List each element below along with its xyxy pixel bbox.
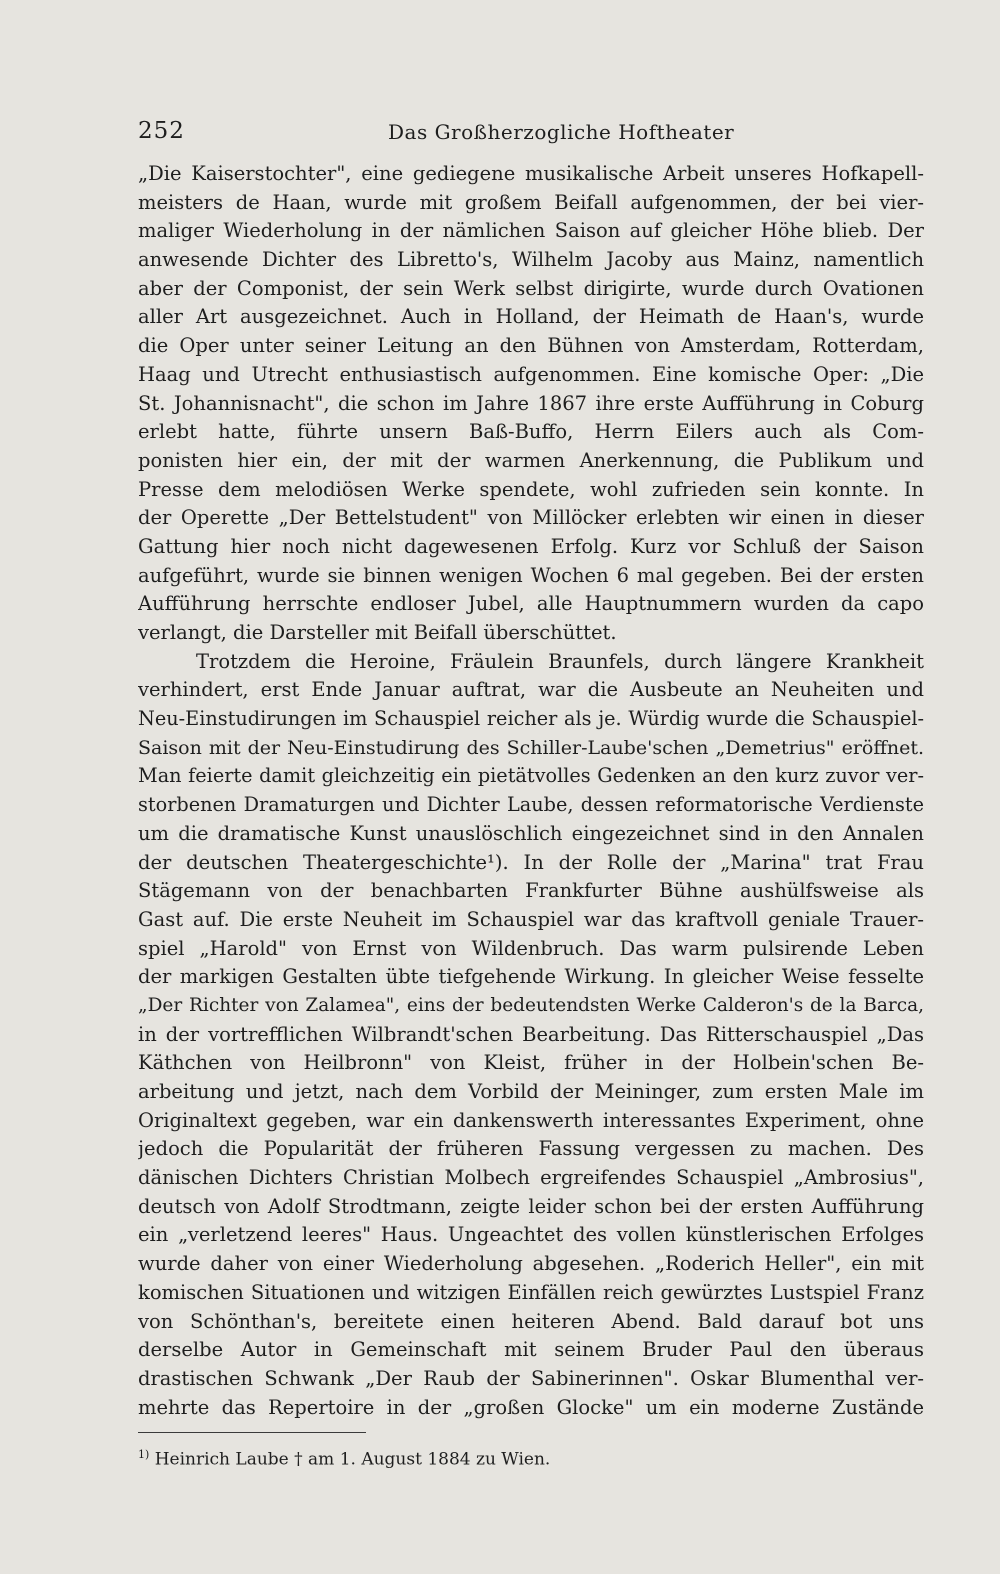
text-line: spiel „Harold" von Ernst von Wildenbruch. Das warm pulsirende Leben	[138, 936, 924, 960]
text-line: Gattung hier noch nicht dagewesenen Erfolg. Kurz vor Schluß der Saison	[138, 534, 924, 558]
text-line: um die dramatische Kunst unauslöschlich eingezeichnet sind in den Annalen	[138, 821, 924, 845]
text-line: ponisten hier ein, der mit der warmen Anerkennung, die Publikum und	[138, 448, 924, 472]
text-line: aller Art ausgezeichnet. Auch in Holland, der Heimath de Haan's, wurde	[138, 305, 924, 329]
page-number: 252	[138, 118, 185, 144]
text-line: „Die Kaiserstochter", eine gediegene musikalische Arbeit unseres Hofkapell-	[138, 162, 924, 185]
text-line: „Der Richter von Zalamea", eins der bedeutendsten Werke Calderon's de la Barca,	[138, 994, 924, 1016]
text-line: Man feierte damit gleichzeitig ein pietätvolles Gedenken an den kurz zuvor ver-	[138, 764, 924, 788]
text-line: deutsch von Adolf Strodtmann, zeigte leider schon bei der ersten Aufführung	[138, 1194, 924, 1218]
running-title: Das Großherzogliche Hoftheater	[388, 120, 735, 144]
text-line: erlebt hatte, führte unsern Baß-Buffo, Herrn Eilers auch als Com-	[138, 420, 924, 444]
text-line: aber der Componist, der sein Werk selbst dirigirte, wurde durch Ovationen	[138, 276, 924, 300]
footnote-text: Heinrich Laube † am 1. August 1884 zu Wien.	[154, 1449, 551, 1470]
text-line: Gast auf. Die erste Neuheit im Schauspiel war das kraftvoll geniale Trauer-	[138, 907, 924, 931]
body-text	[138, 160, 924, 1422]
text-line: storbenen Dramaturgen und Dichter Laube, dessen reformatorische Verdienste	[138, 793, 924, 817]
text-line: maliger Wiederholung in der nämlichen Saison auf gleicher Höhe blieb. Der	[138, 219, 924, 243]
text-line: Saison mit der Neu-Einstudirung des Schiller-Laube'schen „Demetrius" eröffnet.	[138, 736, 924, 759]
text-line: verlangt, die Darsteller mit Beifall überschüttet.	[138, 621, 617, 644]
text-line: in der vortrefflichen Wilbrandt'schen Bearbeitung. Das Ritterschauspiel „Das	[138, 1022, 924, 1046]
text-line: meisters de Haan, wurde mit großem Beifall aufgenommen, der bei vier-	[138, 190, 924, 214]
text-line: Aufführung herrschte endloser Jubel, alle Hauptnummern wurden da capo	[138, 592, 924, 616]
text-line: Presse dem melodiösen Werke spendete, wohl zufrieden sein konnte. In	[138, 477, 924, 501]
text-line: aufgeführt, wurde sie binnen wenigen Wochen 6 mal gegeben. Bei der ersten	[138, 563, 924, 587]
text-line: arbeitung und jetzt, nach dem Vorbild der Meininger, zum ersten Male im	[138, 1080, 924, 1103]
text-line: jedoch die Popularität der früheren Fassung vergessen zu machen. Des	[138, 1137, 924, 1161]
text-line: verhindert, erst Ende Januar auftrat, war die Ausbeute an Neuheiten und	[138, 678, 924, 702]
page-header	[138, 118, 923, 152]
text-line: Käthchen von Heilbronn" von Kleist, früher in der Holbein'schen Be-	[138, 1051, 924, 1075]
text-line: drastischen Schwank „Der Raub der Sabinerinnen". Oskar Blumenthal ver-	[138, 1366, 924, 1390]
text-line: mehrte das Repertoire in der „großen Glocke" um ein moderne Zustände	[138, 1395, 924, 1419]
text-line: anwesende Dichter des Libretto's, Wilhelm Jacoby aus Mainz, namentlich	[138, 248, 924, 272]
text-line: dänischen Dichters Christian Molbech ergreifendes Schauspiel „Ambrosius",	[138, 1166, 924, 1190]
text-line: die Oper unter seiner Leitung an den Bühnen von Amsterdam, Rotterdam,	[138, 334, 924, 358]
text-line: Stägemann von der benachbarten Frankfurter Bühne aushülfsweise als	[138, 879, 924, 903]
text-line: Neu-Einstudirungen im Schauspiel reicher als je. Würdig wurde die Schauspiel-	[138, 707, 924, 731]
text-line: Trotzdem die Heroine, Fräulein Braunfels, durch längere Krankheit	[196, 649, 924, 673]
footnote	[138, 1448, 550, 1470]
footnote-rule	[138, 1432, 366, 1433]
text-line: wurde daher von einer Wiederholung abgesehen. „Roderich Heller", ein mit	[138, 1252, 924, 1276]
text-line: St. Johannisnacht", die schon im Jahre 1867 ihre erste Aufführung in Coburg	[138, 391, 924, 415]
text-line: Haag und Utrecht enthusiastisch aufgenommen. Eine komische Oper: „Die	[138, 362, 924, 386]
text-line: der deutschen Theatergeschichte¹). In der Rolle der „Marina" trat Frau	[138, 850, 924, 874]
text-line: von Schönthan's, bereitete einen heiteren Abend. Bald darauf bot uns	[138, 1309, 924, 1333]
text-line: derselbe Autor in Gemeinschaft mit seinem Bruder Paul den überaus	[138, 1338, 924, 1362]
footnote-marker: 1)	[138, 1448, 150, 1461]
text-line: der markigen Gestalten übte tiefgehende Wirkung. In gleicher Weise fesselte	[138, 965, 924, 989]
text-line: ein „verletzend leeres" Haus. Ungeachtet des vollen künstlerischen Erfolges	[138, 1223, 924, 1247]
text-line: Originaltext gegeben, war ein dankenswerth interessantes Experiment, ohne	[138, 1108, 924, 1132]
text-line: komischen Situationen und witzigen Einfällen reich gewürztes Lustspiel Franz	[138, 1280, 924, 1304]
text-line: der Operette „Der Bettelstudent" von Millöcker erlebten wir einen in dieser	[138, 506, 924, 530]
